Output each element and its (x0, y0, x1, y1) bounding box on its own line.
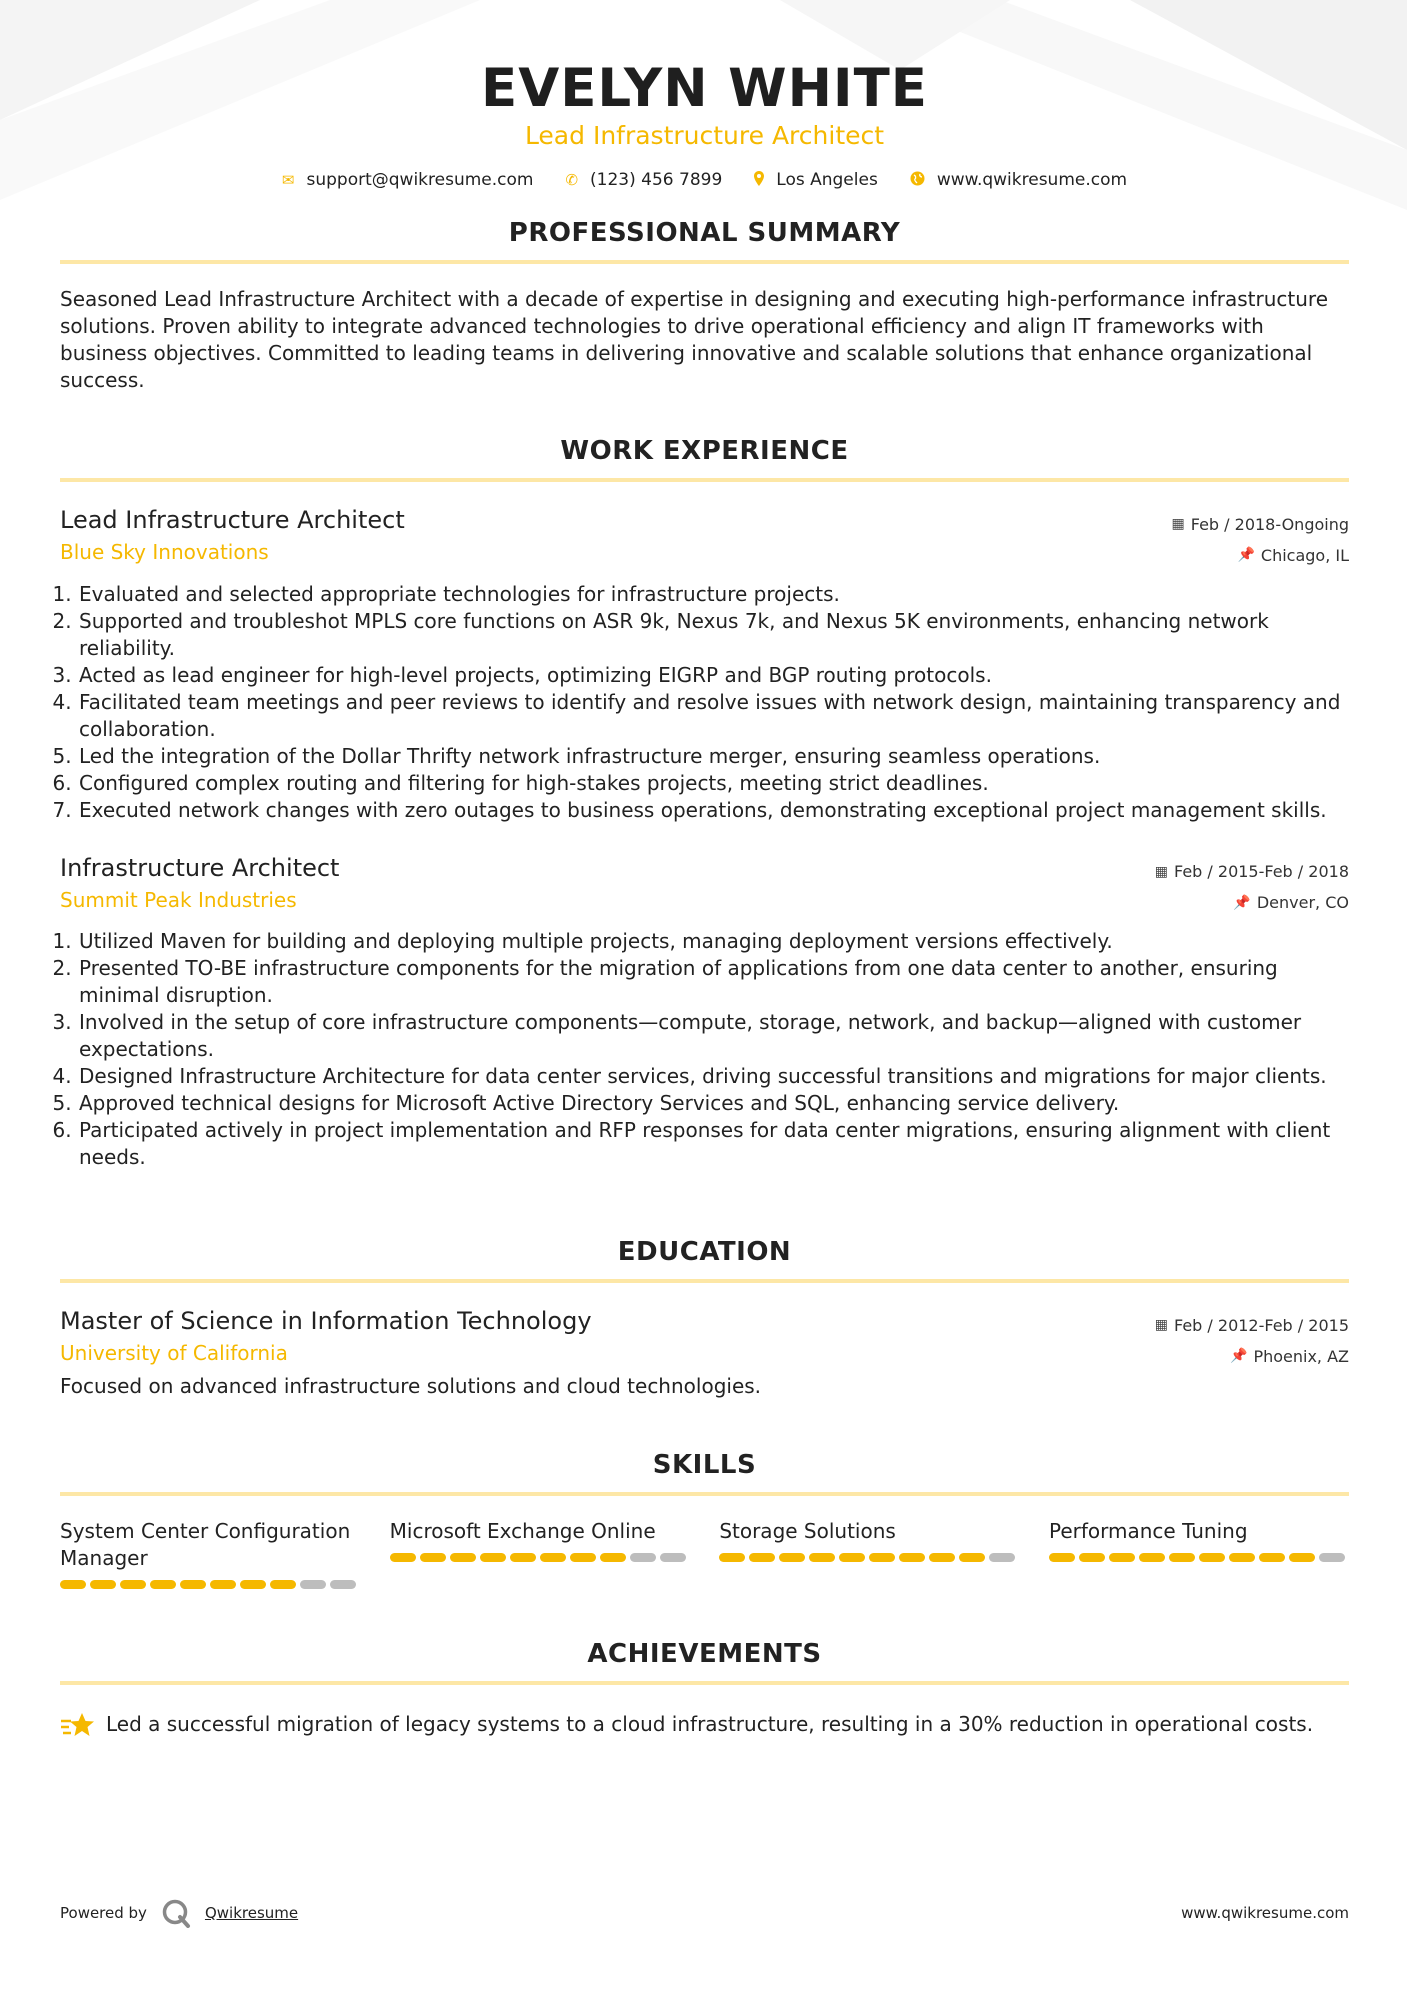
skill-item (60, 1518, 360, 1589)
job-title: Infrastructure Architect (60, 853, 340, 882)
education-heading: EDUCATION (60, 1237, 1349, 1283)
skill-dot-filled (1079, 1553, 1105, 1562)
list-item: 5. Approved technical designs for Microsoft Active Directory Services and SQL, enhancing service delivery. (78, 1090, 1349, 1117)
job-location (1233, 893, 1349, 912)
skill-dot-filled (779, 1553, 805, 1562)
shooting-star-icon (60, 1711, 96, 1739)
company-name: Blue Sky Innovations (60, 540, 269, 564)
job-dates (1155, 862, 1349, 881)
list-item: 3. Acted as lead engineer for high-level projects, optimizing EIGRP and BGP routing protocols. (78, 662, 1349, 689)
job-bullets (60, 581, 1349, 824)
calendar-icon: ▦ (1154, 1317, 1168, 1333)
skill-dot-filled (540, 1553, 566, 1562)
map-pin-icon (754, 171, 764, 190)
skill-dot-filled (719, 1553, 745, 1562)
skill-rating (719, 1553, 1019, 1562)
contact-phone[interactable] (565, 170, 722, 190)
skill-dot-filled (869, 1553, 895, 1562)
candidate-title: Lead Infrastructure Architect (524, 121, 885, 150)
skill-dot-filled (570, 1553, 596, 1562)
skill-name: Performance Tuning (1048, 1518, 1248, 1543)
skill-dot-empty (330, 1580, 356, 1589)
skills-grid (60, 1518, 1349, 1589)
skill-dot-filled (480, 1553, 506, 1562)
globe-icon (910, 171, 925, 190)
skill-dot-filled (899, 1553, 925, 1562)
pushpin-icon: 📌 (1237, 547, 1255, 563)
experience-heading: WORK EXPERIENCE (60, 436, 1349, 482)
contact-website[interactable] (910, 170, 1127, 190)
skill-dot-filled (90, 1580, 116, 1589)
contact-bar (60, 170, 1349, 190)
email-text: support@qwikresume.com (306, 170, 534, 190)
skill-dot-filled (839, 1553, 865, 1562)
skill-dot-filled (390, 1553, 416, 1562)
contact-location (754, 170, 878, 190)
list-item: 7. Executed network changes with zero outages to business operations, demonstrating exceptional project management skills. (78, 797, 1349, 824)
list-item: 2. Supported and troubleshot MPLS core functions on ASR 9k, Nexus 7k, and Nexus 5K environments, enhancing network reliability. (78, 608, 1349, 662)
website-text: www.qwikresume.com (936, 170, 1128, 190)
job-location-text: Chicago, IL (1260, 545, 1349, 565)
job-dates-text: Feb / 2018-Ongoing (1190, 514, 1349, 534)
summary-heading: PROFESSIONAL SUMMARY (60, 218, 1349, 264)
skill-dot-filled (420, 1553, 446, 1562)
education-location (1230, 1347, 1349, 1366)
skill-item (390, 1518, 690, 1589)
skill-dot-filled (1199, 1553, 1225, 1562)
skill-dot-filled (210, 1580, 236, 1589)
skill-dot-empty (1319, 1553, 1345, 1562)
skill-dot-filled (1049, 1553, 1075, 1562)
pushpin-icon: 📌 (1230, 1348, 1248, 1364)
job-title: Lead Infrastructure Architect (60, 506, 405, 534)
skill-name: Microsoft Exchange Online (389, 1518, 656, 1543)
list-item: 6. Configured complex routing and filtering for high-stakes projects, meeting strict deadlines. (78, 770, 1349, 797)
calendar-icon: ▦ (1154, 863, 1168, 880)
education-dates-text: Feb / 2012-Feb / 2015 (1174, 1315, 1349, 1335)
list-item: 6. Participated actively in project implementation and RFP responses for data center migrations, ensuring alignment with client needs. (78, 1117, 1349, 1171)
skills-heading: SKILLS (60, 1450, 1349, 1496)
phone-icon: ✆ (565, 171, 579, 189)
powered-by-label: Powered by (60, 1904, 147, 1922)
job-entry (60, 854, 1349, 1172)
phone-text: (123) 456 7899 (590, 170, 723, 190)
job-location (1237, 546, 1349, 565)
skill-dot-empty (630, 1553, 656, 1562)
skill-dot-filled (270, 1580, 296, 1589)
skill-dot-empty (989, 1553, 1015, 1562)
skill-dot-filled (60, 1580, 86, 1589)
skill-dot-filled (959, 1553, 985, 1562)
skill-rating (1049, 1553, 1349, 1562)
school-name: University of California (60, 1341, 288, 1365)
skill-rating (390, 1553, 690, 1562)
skill-dot-filled (180, 1580, 206, 1589)
skill-dot-filled (510, 1553, 536, 1562)
job-location-text: Denver, CO (1256, 893, 1349, 912)
list-item: 1. Utilized Maven for building and deploying multiple projects, managing deployment versions effectively. (78, 928, 1349, 955)
pushpin-icon: 📌 (1233, 894, 1251, 911)
skill-name: System Center Configuration Manager (60, 1518, 351, 1570)
skill-name: Storage Solutions (719, 1518, 896, 1543)
achievement-text: Led a successful migration of legacy systems to a cloud infrastructure, resulting in a 30% reduction in operational costs. (106, 1711, 1314, 1736)
achievements-heading: ACHIEVEMENTS (60, 1639, 1349, 1685)
contact-email[interactable] (282, 170, 534, 190)
list-item: 1. Evaluated and selected appropriate technologies for infrastructure projects. (78, 581, 1349, 608)
skill-dot-filled (929, 1553, 955, 1562)
candidate-name: EVELYN WHITE (480, 58, 929, 119)
skill-dot-filled (120, 1580, 146, 1589)
list-item: 5. Led the integration of the Dollar Thrifty network infrastructure merger, ensuring seamless operations. (78, 743, 1349, 770)
company-name: Summit Peak Industries (60, 887, 297, 912)
degree-title: Master of Science in Information Technology (60, 1307, 592, 1335)
education-entry (60, 1307, 1349, 1398)
resume-footer (60, 1898, 1349, 1928)
skill-dot-filled (1259, 1553, 1285, 1562)
summary-text: Seasoned Lead Infrastructure Architect with a decade of expertise in designing and executing high-performance infrastructure solutions. Proven ability to integrate advanced technologies to drive operational efficiency and align IT frameworks with business objectives. Committed to leading teams in delivering innovative and scalable solutions that enhance organizational success. (60, 287, 1328, 392)
skill-rating (60, 1580, 360, 1589)
job-dates (1172, 515, 1349, 534)
skill-dot-filled (150, 1580, 176, 1589)
skill-item (719, 1518, 1019, 1589)
education-dates (1155, 1316, 1349, 1335)
resume-page (60, 0, 1349, 1739)
envelope-icon: ✉ (281, 171, 295, 189)
skill-dot-filled (1109, 1553, 1135, 1562)
skill-dot-filled (600, 1553, 626, 1562)
skill-dot-empty (300, 1580, 326, 1589)
achievement-item (60, 1711, 1349, 1739)
qwikresume-logo-icon (161, 1898, 191, 1928)
skill-dot-filled (1289, 1553, 1315, 1562)
skill-dot-empty (660, 1553, 686, 1562)
education-location-text: Phoenix, AZ (1253, 1346, 1349, 1366)
list-item: 3. Involved in the setup of core infrastructure components—compute, storage, network, and backup—aligned with customer expectations. (78, 1009, 1349, 1063)
skill-dot-filled (809, 1553, 835, 1562)
skill-dot-filled (749, 1553, 775, 1562)
powered-by (60, 1898, 298, 1928)
job-entry (60, 506, 1349, 824)
skill-dot-filled (450, 1553, 476, 1562)
skill-dot-filled (240, 1580, 266, 1589)
skill-dot-filled (1139, 1553, 1165, 1562)
footer-website[interactable]: www.qwikresume.com (1181, 1904, 1349, 1922)
job-bullets (60, 928, 1349, 1171)
job-dates-text: Feb / 2015-Feb / 2018 (1174, 862, 1349, 881)
skill-dot-filled (1229, 1553, 1255, 1562)
skill-item (1049, 1518, 1349, 1589)
education-description: Focused on advanced infrastructure solutions and cloud technologies. (60, 1373, 762, 1398)
list-item: 4. Facilitated team meetings and peer reviews to identify and resolve issues with network design, maintaining transparency and collaboration. (78, 689, 1349, 743)
skill-dot-filled (1169, 1553, 1195, 1562)
calendar-icon: ▦ (1171, 516, 1185, 532)
location-text: Los Angeles (776, 170, 878, 190)
list-item: 4. Designed Infrastructure Architecture for data center services, driving successful transitions and migrations for major clients. (78, 1063, 1349, 1090)
qwikresume-link[interactable]: Qwikresume (204, 1904, 299, 1922)
resume-header (60, 0, 1349, 190)
list-item: 2. Presented TO-BE infrastructure components for the migration of applications from one data center to another, ensuring minimal disruption. (78, 955, 1349, 1009)
